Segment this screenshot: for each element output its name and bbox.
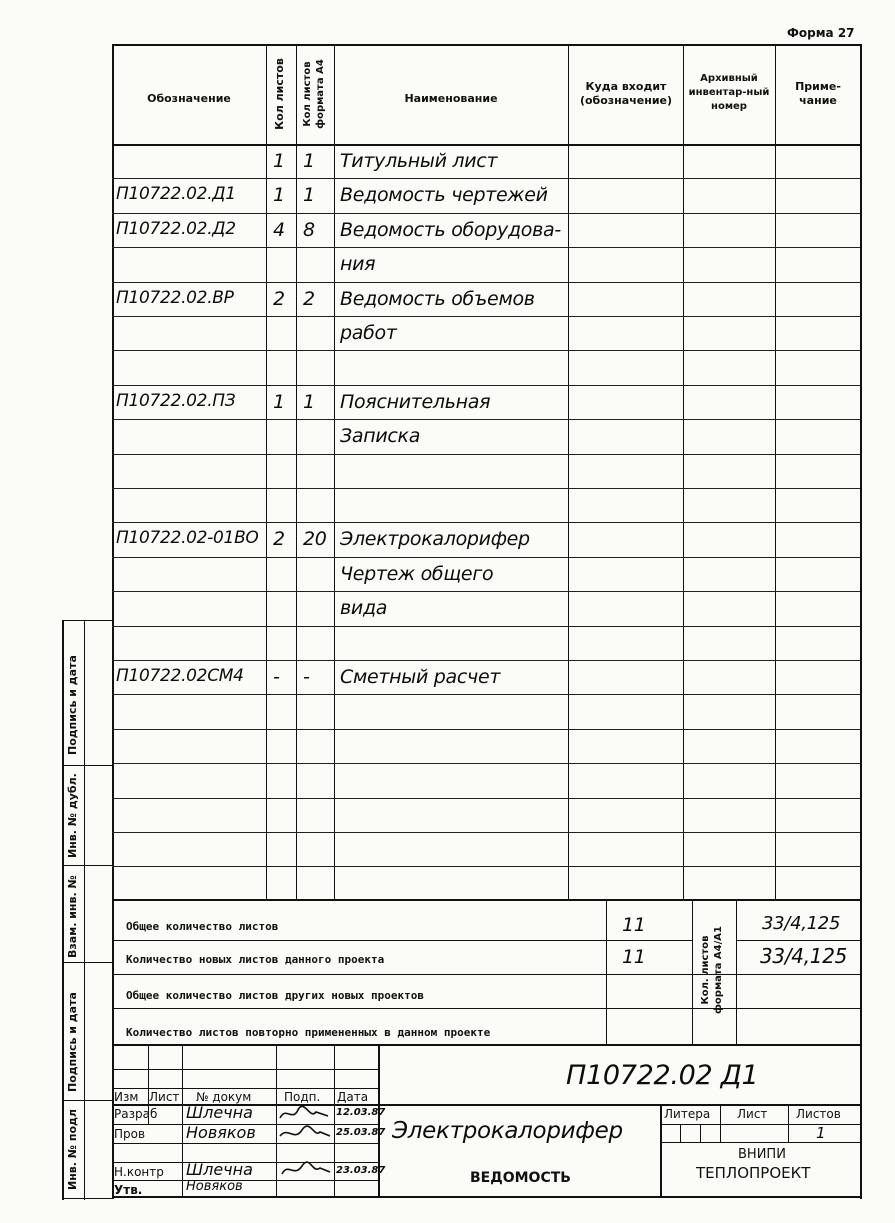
- row-sheets: 2: [273, 288, 285, 310]
- row-a4: 2: [303, 288, 315, 310]
- row-name: работ: [340, 322, 397, 344]
- summary-total-value: 11: [622, 914, 646, 936]
- stamp-sheet: Лист: [737, 1107, 768, 1121]
- stamp-litera-sub-2: [700, 1124, 701, 1142]
- row-line: [112, 454, 860, 455]
- frame-bottom: [112, 1196, 860, 1198]
- header-where-used: Куда входит (обозначение): [579, 80, 673, 107]
- row-sheets: 1: [273, 150, 285, 172]
- row-designation: П10722.02.ВР: [116, 288, 234, 308]
- col-line-5: [683, 44, 684, 899]
- header-note: Приме-чание: [795, 80, 841, 107]
- col-line-2: [296, 44, 297, 899]
- side-strip-outer: [62, 620, 64, 1200]
- stamp-razrab-name: Шлечна: [186, 1103, 253, 1122]
- row-name: Записка: [340, 425, 421, 447]
- stamp-title: Электрокалорифер: [392, 1118, 623, 1144]
- form-label: Форма 27: [787, 26, 855, 40]
- side-div-4: [62, 962, 112, 963]
- side-div-2: [62, 765, 112, 766]
- header-sheet-count: Кол листов: [273, 58, 286, 130]
- row-line: [112, 419, 860, 420]
- stamp-row-utv: Утв.: [114, 1183, 143, 1197]
- row-name: вида: [340, 597, 388, 619]
- row-line: [112, 729, 860, 730]
- row-line: [112, 178, 860, 179]
- stamp-col-d: [334, 1044, 335, 1196]
- summary-other-label: Общее количество листов других новых проектов: [126, 989, 425, 1002]
- row-sheets: 2: [273, 528, 285, 550]
- row-name: Ведомость чертежей: [340, 184, 548, 206]
- side-label-inv-podl: Инв. № подл: [66, 1109, 79, 1190]
- row-name: Ведомость объемов: [340, 288, 535, 310]
- summary-new-label: Количество новых листов данного проекта: [126, 953, 385, 966]
- row-name: Электрокалорифер: [340, 528, 530, 550]
- stamp-col-doc: № докум: [196, 1090, 252, 1104]
- summary-col-3: [736, 899, 737, 1044]
- row-a4: -: [303, 666, 310, 688]
- stamp-utv-name: Новяков: [186, 1179, 243, 1194]
- row-line: [112, 557, 860, 558]
- side-div-1: [62, 620, 112, 621]
- header-bottom: [112, 144, 860, 146]
- row-line: [112, 316, 860, 317]
- stamp-right-divider: [660, 1104, 662, 1196]
- side-div-5: [62, 1100, 112, 1101]
- row-line: [112, 213, 860, 214]
- stamp-nkontr-date: 23.03.87: [336, 1165, 386, 1176]
- stamp-top: [112, 1044, 860, 1046]
- row-name: Ведомость оборудова-: [340, 219, 561, 241]
- row-line: [112, 832, 860, 833]
- frame-left: [112, 44, 114, 1199]
- row-a4: 1: [303, 150, 315, 172]
- stamp-col-date: Дата: [337, 1090, 369, 1104]
- row-designation: П10722.02-01ВО: [116, 528, 259, 548]
- row-name: Пояснительная: [340, 391, 491, 413]
- side-div-6: [62, 1198, 112, 1199]
- stamp-row-prov: Пров: [114, 1127, 146, 1141]
- row-line: [112, 866, 860, 867]
- stamp-sheet-col: [788, 1104, 789, 1142]
- row-a4: 1: [303, 391, 315, 413]
- row-sheets: 1: [273, 184, 285, 206]
- stamp-row-nkontr: Н.контр: [114, 1165, 164, 1179]
- stamp-col-list: Лист: [149, 1090, 180, 1104]
- row-line: [112, 763, 860, 764]
- summary-line-3: [112, 1008, 860, 1009]
- summary-col-2: [692, 899, 693, 1044]
- row-a4: 20: [303, 528, 327, 550]
- row-line: [112, 488, 860, 489]
- side-label-sign-date-1: Подпись и дата: [66, 655, 79, 755]
- col-line-4: [568, 44, 569, 899]
- stamp-litera-line: [660, 1124, 860, 1125]
- side-div-3: [62, 865, 112, 866]
- summary-a4a1-label: Кол. листов формата А4/А1: [700, 926, 724, 1014]
- header-sheet-count-a4: Кол листов формата А4: [302, 59, 326, 129]
- row-line: [112, 350, 860, 351]
- col-line-6: [775, 44, 776, 899]
- stamp-org-1: ВНИПИ: [738, 1147, 786, 1162]
- header-archive: Архивный инвентар-ный номер: [688, 73, 770, 112]
- row-line: [112, 247, 860, 248]
- stamp-row-a: [112, 1069, 378, 1070]
- row-name: ния: [340, 253, 376, 275]
- col-line-3: [334, 44, 335, 899]
- row-a4: 8: [303, 219, 315, 241]
- stamp-litera-sub-1: [680, 1124, 681, 1142]
- row-designation: П10722.02.Д1: [116, 184, 236, 204]
- row-line: [112, 591, 860, 592]
- row-name: Чертеж общего: [340, 563, 494, 585]
- side-label-vzam: Взам. инв. №: [66, 875, 79, 958]
- stamp-row-razrab: Разраб: [114, 1107, 158, 1121]
- row-designation: П10722.02СМ4: [116, 666, 244, 686]
- row-sheets: 4: [273, 219, 285, 241]
- row-name: Титульный лист: [340, 150, 498, 172]
- stamp-prov-date: 25.03.87: [336, 1127, 386, 1138]
- summary-line-4: [736, 940, 860, 941]
- summary-a4a1-total: 33/4,125: [762, 913, 841, 934]
- row-sheets: -: [273, 666, 280, 688]
- summary-top: [112, 899, 860, 901]
- row-name: Сметный расчет: [340, 666, 501, 688]
- summary-reused-label: Количество листов повторно примененных в данном проекте: [126, 1026, 491, 1039]
- row-line: [112, 385, 860, 386]
- stamp-prov-name: Новяков: [186, 1123, 256, 1142]
- stamp-sheets-value: 1: [816, 1124, 826, 1142]
- frame-right: [860, 44, 862, 1199]
- stamp-col-izm: Изм: [114, 1090, 139, 1104]
- header-name: Наименование: [404, 92, 498, 105]
- stamp-code: П10722.02 Д1: [566, 1060, 759, 1091]
- stamp-org-line: [660, 1142, 860, 1143]
- row-line: [112, 694, 860, 695]
- summary-total-label: Общее количество листов: [126, 920, 279, 933]
- stamp-litera-col: [720, 1104, 721, 1142]
- row-line: [112, 626, 860, 627]
- row-designation: П10722.02.ПЗ: [116, 391, 236, 411]
- stamp-row-e: [112, 1143, 378, 1144]
- stamp-signatures: [276, 1104, 334, 1184]
- stamp-col-sign: Подп.: [284, 1090, 321, 1104]
- stamp-row-b: [112, 1088, 378, 1089]
- stamp-doc-type: ВЕДОМОСТЬ: [470, 1170, 571, 1186]
- frame-top: [112, 44, 860, 46]
- row-line: [112, 798, 860, 799]
- stamp-row-g: [112, 1180, 378, 1181]
- summary-new-value: 11: [622, 946, 646, 968]
- stamp-litera: Литера: [664, 1107, 711, 1121]
- stamp-sheets: Листов: [796, 1107, 841, 1121]
- summary-a4a1-new: 33/4,125: [760, 944, 848, 968]
- stamp-col-b: [182, 1044, 183, 1196]
- row-sheets: 1: [273, 391, 285, 413]
- side-label-sign-date-2: Подпись и дата: [66, 992, 79, 1092]
- summary-line-2: [112, 974, 860, 975]
- row-a4: 1: [303, 184, 315, 206]
- side-label-inv-dubl: Инв. № дубл.: [66, 773, 79, 858]
- header-designation: Обозначение: [147, 92, 231, 105]
- row-line: [112, 522, 860, 523]
- col-line-1: [266, 44, 267, 899]
- summary-line-1: [112, 940, 692, 941]
- stamp-nkontr-name: Шлечна: [186, 1160, 253, 1179]
- stamp-razrab-date: 12.03.87: [336, 1107, 386, 1118]
- stamp-org-2: ТЕПЛОПРОЕКТ: [696, 1164, 811, 1182]
- side-strip-inner: [84, 620, 85, 1200]
- summary-col-1: [606, 899, 607, 1044]
- row-line: [112, 660, 860, 661]
- row-line: [112, 282, 860, 283]
- row-designation: П10722.02.Д2: [116, 219, 236, 239]
